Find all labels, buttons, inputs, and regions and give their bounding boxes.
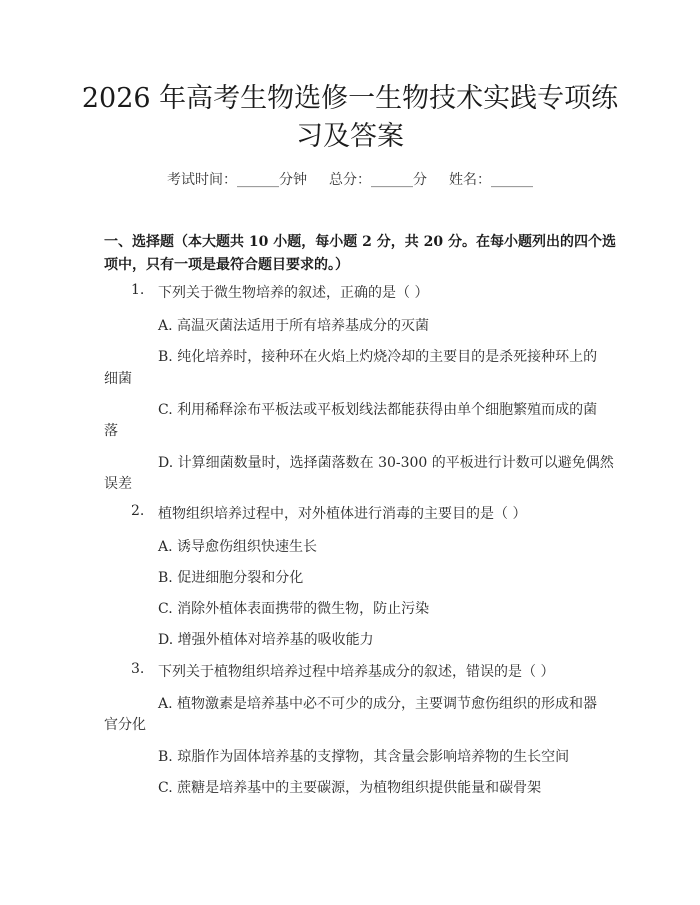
exam-name-field: 姓名：______ [449, 172, 533, 188]
section-heading-line1: 一、选择题（本大题共 10 小题，每小题 2 分，共 20 分。在每小题列出的四个选 [104, 234, 616, 250]
document-title-line1: 2026 年高考生物选修一生物技术实践专项练 [81, 83, 619, 114]
exam-time-field: 考试时间：______分钟 [167, 172, 307, 188]
option-text-continued: 官分化 [104, 717, 146, 733]
question-number: 3. [131, 661, 145, 677]
question-number: 2. [131, 503, 145, 519]
option-text: B. 促进细胞分裂和分化 [158, 570, 304, 586]
option-text: C. 利用稀释涂布平板法或平板划线法都能获得由单个细胞繁殖而成的菌 [158, 402, 598, 418]
option-text-continued: 细菌 [104, 371, 132, 387]
section-heading-line2: 项中，只有一项是最符合题目要求的。） [104, 257, 349, 273]
question-stem: 下列关于微生物培养的叙述，正确的是（ ） [158, 285, 429, 301]
option-text: C. 消除外植体表面携带的微生物，防止污染 [158, 601, 430, 617]
option-text: B. 琼脂作为固体培养基的支撑物，其含量会影响培养物的生长空间 [158, 749, 570, 765]
option-text: D. 增强外植体对培养基的吸收能力 [158, 632, 374, 648]
option-text: C. 蔗糖是培养基中的主要碳源，为植物组织提供能量和碳骨架 [158, 780, 542, 796]
exam-score-field: 总分：______分 [329, 172, 427, 188]
question-number: 1. [131, 282, 145, 298]
option-text: A. 诱导愈伤组织快速生长 [158, 539, 318, 555]
option-text: A. 植物激素是培养基中必不可少的成分，主要调节愈伤组织的形成和器 [158, 696, 598, 712]
option-text-continued: 落 [104, 423, 118, 439]
document-title-line2: 习及答案 [296, 121, 404, 152]
option-text: A. 高温灭菌法适用于所有培养基成分的灭菌 [158, 318, 430, 334]
question-stem: 植物组织培养过程中，对外植体进行消毒的主要目的是（ ） [158, 506, 527, 522]
option-text: B. 纯化培养时，接种环在火焰上灼烧冷却的主要目的是杀死接种环上的 [158, 349, 598, 365]
option-text: D. 计算细菌数量时，选择菌落数在 30-300 的平板进行计数可以避免偶然 [158, 455, 614, 471]
option-text-continued: 误差 [104, 476, 132, 492]
exam-info [0, 169, 700, 189]
question-stem: 下列关于植物组织培养过程中培养基成分的叙述，错误的是（ ） [158, 664, 555, 680]
